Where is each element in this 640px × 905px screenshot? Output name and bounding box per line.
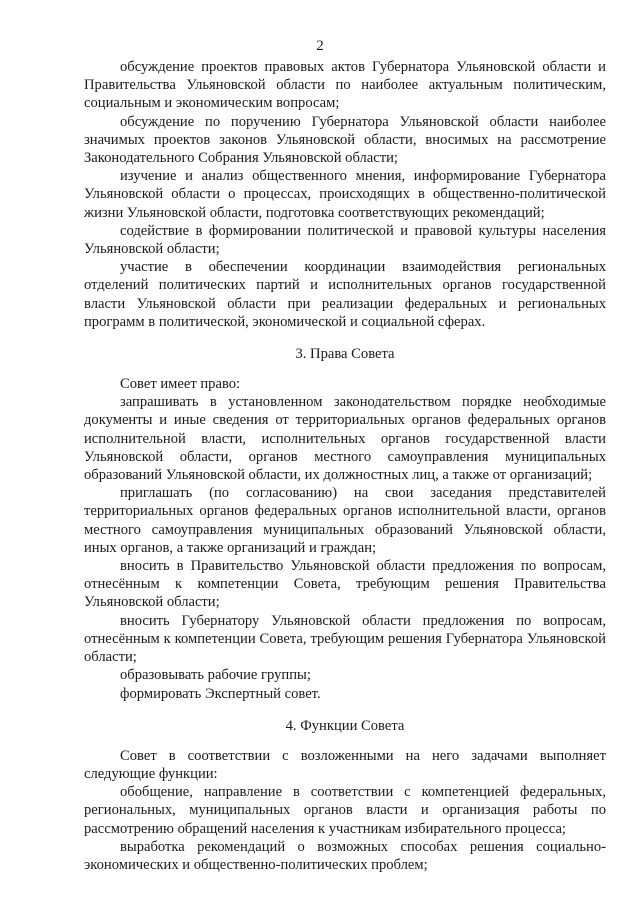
list-item: формировать Экспертный совет.	[120, 685, 321, 702]
paragraph: участие в обеспечении координации взаимодействия региональных отделений политических партий и исполнительных органов государственной власти Ульяновской области при реализации федеральных и региональных программ в политической, экономической и социальной сферах.	[84, 259, 606, 330]
paragraph: содействие в формировании политической и правовой культуры населения Ульяновской области;	[84, 222, 606, 258]
section-heading-rights: 3. Права Совета	[295, 346, 395, 363]
list-item: вносить Губернатору Ульяновской области предложения по вопросам, отнесённым к компетенции Совета, требующим решения Губернатора Ульяновской области;	[84, 612, 606, 666]
list-item: образовывать рабочие группы;	[120, 667, 311, 684]
paragraph: обсуждение проектов правовых актов Губернатора Ульяновской области и Правительства Ульяновской области по наиболее актуальным политическим, социальным и экономическим вопросам;	[84, 59, 606, 112]
list-item: обобщение, направление в соответствии с компетенцией федеральных, региональных, муниципальных органов власти и организация работы по рассмотрению обращений населения к участникам избирательного процесса;	[84, 784, 606, 837]
document-body	[84, 58, 606, 874]
paragraph: изучение и анализ общественного мнения, информирование Губернатора Ульяновской области о процессах, происходящих в общественно-политической жизни Ульяновской области, подготовка соответствующих рекомендаций;	[84, 168, 606, 221]
section-intro: Совет имеет право:	[120, 376, 241, 393]
page-number: 2	[316, 38, 324, 54]
list-item: выработка рекомендаций о возможных способах решения социально-экономических и общественно-политических проблем;	[84, 838, 606, 873]
list-item: запрашивать в установленном законодательством порядке необходимые документы и иные сведения от территориальных органов федеральных органов исполнительной власти, исполнительных органов государственной власти Ульяновской области, органов местного самоуправления муниципальных образований Ульяновской области, их должностных лиц, а также от организаций;	[84, 394, 606, 484]
list-item: приглашать (по согласованию) на свои заседания представителей территориальных органов федеральных органов исполнительной власти, органов местного самоуправления муниципальных образований Ульяновской области, иных органов, а также организаций и граждан;	[84, 485, 606, 556]
list-item: вносить в Правительство Ульяновской области предложения по вопросам, отнесённым к компетенции Совета, требующим решения Правительства Ульяновской области;	[84, 558, 606, 611]
paragraph: обсуждение по поручению Губернатора Ульяновской области наиболее значимых проектов законов Ульяновской области, вносимых на рассмотрение Законодательного Собрания Ульяновской области;	[84, 113, 606, 167]
section-heading-functions: 4. Функции Совета	[285, 717, 405, 734]
section-intro: Совет в соответствии с возложенными на него задачами выполняет следующие функции:	[84, 747, 606, 782]
